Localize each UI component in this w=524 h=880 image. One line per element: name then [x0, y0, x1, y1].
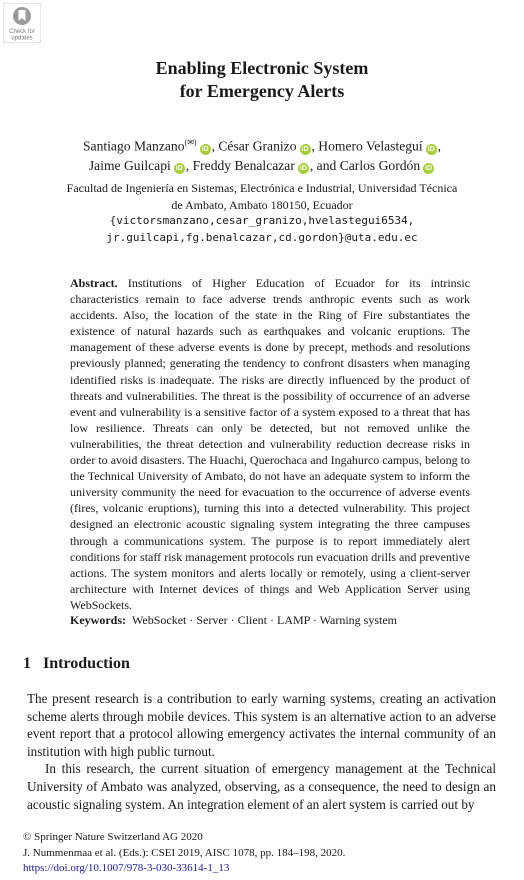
orcid-icon[interactable]: iD	[299, 165, 307, 173]
badge-line2: updates	[11, 35, 33, 42]
affiliation-line-2: de Ambato, Ambato 180150, Ecuador	[171, 197, 353, 212]
title-line-2: for Emergency Alerts	[179, 81, 345, 101]
keywords	[70, 612, 480, 628]
title-line-1: Enabling Electronic System	[155, 58, 369, 78]
copyright: © Springer Nature Switzerland AG 2020	[23, 831, 203, 843]
keywords-label: Keywords:	[70, 613, 126, 627]
affiliation-line-1: Facultad de Ingeniería en Sistemas, Electrónica e Industrial, Universidad Técnica	[66, 181, 458, 195]
author-name: Jaime Guilcapi	[88, 158, 171, 174]
author-name: Santiago Manzano	[82, 138, 185, 154]
author-line-1: Santiago Manzano(✉)iD , César Granizo iD , Homero Velasteguí iD ,	[82, 138, 442, 154]
author-name: Homero Velasteguí	[318, 138, 423, 154]
section-number: 1	[23, 655, 31, 672]
abstract	[70, 275, 470, 613]
orcid-icon[interactable]: iD	[201, 145, 209, 153]
envelope-icon[interactable]: (✉)	[184, 138, 197, 147]
emails-line-1[interactable]: {victorsmanzano,cesar_granizo,hvelastegui6534,	[109, 214, 415, 227]
intro-paragraph-1: The present research is a contribution to early warning systems, creating an activation scheme alerts through mobile devices. This system is an alternative action to an adverse event report that a protocol allowing emergency activates the internal community of an institution with high public turnout.	[27, 691, 496, 759]
paper-title	[0, 57, 524, 103]
check-for-updates-badge[interactable]	[3, 3, 41, 43]
orcid-icon[interactable]: iD	[301, 145, 309, 153]
orcid-icon[interactable]: iD	[427, 145, 435, 153]
author-name: Freddy Benalcazar	[192, 158, 295, 174]
doi-link[interactable]: https://doi.org/10.1007/978-3-030-33614-1_13	[23, 862, 230, 874]
intro-paragraph-2: In this research, the current situation of emergency management at the Technical University of Ambato was analyzed, observing, as a consequence, the need to design an acoustic signaling system. An integration element of an alert system is carried out by	[27, 761, 496, 812]
abstract-text: Institutions of Higher Education of Ecuador for its intrinsic characteristics remain to face adverse trends anthropic events such as work accidents. Also, the location of the state in the Ring of Fire substantiates the existence of natural hazards such as earthquakes and volcanic eruptions. The management of these adverse events is done by precept, methods and resolutions previously planned; generating the tendency to confront disasters when managing identified risks is inadequate. The risks are directly influenced by the product of threats and vulnerabilities. The threat is the possibility of occurrence of an adverse event and vulnerability is a sensitive factor of a system exposed to a threat that has low resilience. Threats can only be detected, but not removed unlike the vulnerabilities, the threat detection and vulnerability reduction decrease risks in order to avoid disasters. The Huachi, Querochaca and Ingahurco campus, belong to the Technical University of Ambato, do not have an adequate system to inform the university community the need for evacuation to the occurrence of adverse events (fires, volcanic eruptions), turning this into a detected vulnerability. This project designed an electronic acoustic signaling system integrating the three campuses through a communications system. The purpose is to report immediately alert conditions for staff risk management protocols run evacuation drills and preventive actions. The system monitors and alerts locally or remotely, using a client-server architecture with Internet devices of things and Web Application Server using WebSockets.	[70, 276, 471, 612]
affiliation	[0, 180, 524, 246]
author-name: and Carlos Gordón	[316, 158, 421, 174]
keywords-text: WebSocket · Server · Client · LAMP · Warning system	[132, 613, 398, 627]
section-title: Introduction	[43, 655, 130, 672]
introduction-body	[27, 690, 496, 813]
abstract-label: Abstract.	[70, 276, 118, 290]
citation: J. Nummenmaa et al. (Eds.): CSEI 2019, AISC 1078, pp. 184–198, 2020.	[23, 846, 346, 859]
author-line-2: Jaime Guilcapi iD , Freddy Benalcazar iD , and Carlos Gordón iD	[88, 158, 433, 174]
orcid-icon[interactable]: iD	[425, 165, 433, 173]
author-list	[0, 133, 524, 176]
badge-line1: Check for	[9, 29, 35, 35]
emails-line-2[interactable]: jr.guilcapi,fg.benalcazar,cd.gordon}@uta.edu.ec	[106, 230, 418, 244]
author-name: César Granizo	[218, 138, 297, 154]
footer	[23, 830, 345, 877]
section-heading	[23, 654, 130, 674]
orcid-icon[interactable]: iD	[175, 165, 183, 173]
